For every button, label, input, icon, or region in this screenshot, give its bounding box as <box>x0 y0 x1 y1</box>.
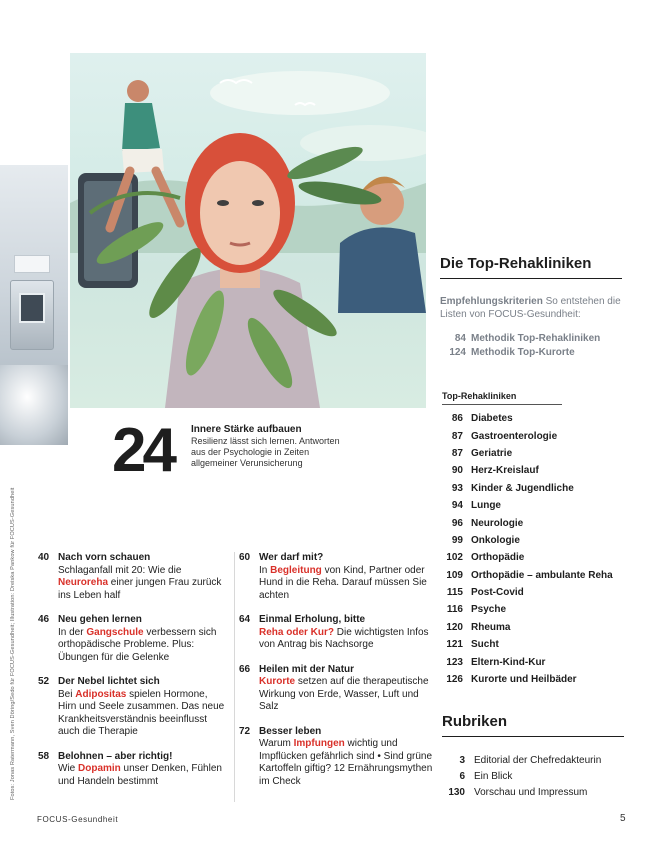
article-page: 46 <box>38 614 50 625</box>
clinic-page: 90 <box>451 465 463 477</box>
article-body <box>259 614 434 652</box>
feature-text <box>191 424 351 469</box>
article-page: 58 <box>38 750 50 762</box>
article-teaser <box>58 763 228 788</box>
article-body <box>58 751 228 789</box>
method-label: Methodik Top-Rehakliniken <box>471 333 601 344</box>
clinic-page: 115 <box>446 587 463 599</box>
clinic-item[interactable] <box>440 671 620 688</box>
clinic-page: 120 <box>446 621 463 633</box>
clinic-label: Diabetes <box>471 413 513 425</box>
rubrik-page: 3 <box>459 754 465 766</box>
clinic-item[interactable] <box>440 445 620 462</box>
photo-floor <box>0 365 68 445</box>
article-page: 40 <box>38 552 50 563</box>
article-title: Heilen mit der Natur <box>259 663 355 675</box>
clinic-page: 87 <box>451 430 463 442</box>
woman-top <box>165 268 320 408</box>
article-title: Einmal Erholung, bitte <box>259 614 366 625</box>
clinic-item[interactable] <box>440 601 620 618</box>
article-column-right <box>234 552 434 802</box>
article-title: Nach vorn schauen <box>58 552 151 563</box>
article-teaser <box>259 565 434 603</box>
article-teaser-text: Die wichtigsten Infos von Antrag bis Nachsorge <box>259 626 429 650</box>
rubrik-item[interactable] <box>440 768 630 784</box>
article-keyword: Reha oder Kur? <box>259 626 335 638</box>
article-teaser <box>58 689 228 739</box>
rubrik-item[interactable] <box>440 752 630 768</box>
photo-sign <box>14 255 50 273</box>
clinic-item[interactable] <box>440 497 620 514</box>
article-teaser-text: einer jungen Frau zurück ins Leben half <box>58 577 222 601</box>
clinic-label: Gastroenterologie <box>471 430 558 442</box>
article-body <box>58 552 228 602</box>
article-item[interactable] <box>38 676 228 739</box>
article-body <box>259 726 434 789</box>
clinic-item[interactable] <box>440 514 620 531</box>
clinic-item[interactable] <box>440 480 620 497</box>
article-teaser-text: Warum <box>259 738 294 749</box>
runner-head <box>127 80 149 102</box>
clinic-label: Orthopädie – ambulante Reha <box>471 569 613 581</box>
article-teaser <box>259 738 434 788</box>
clinic-page: 116 <box>446 604 463 616</box>
article-keyword: Kurorte <box>259 676 296 687</box>
article-keyword: Begleitung <box>270 564 322 576</box>
rubrik-label: Editorial der Chefredakteurin <box>474 754 602 766</box>
clinic-page: 109 <box>446 569 463 581</box>
article-title: Neu gehen lernen <box>58 614 142 625</box>
article-body <box>58 676 228 739</box>
clinic-item[interactable] <box>440 619 620 636</box>
clinic-page: 99 <box>451 534 463 546</box>
article-title: Wer darf mit? <box>259 552 324 563</box>
photo-credits: Fotos: Jonas Ratermann, Sven Döring/Sedo für FOCUS-Gesundheit; Illustration: Dreiska Pankow für FOCUS-Gesundheit <box>10 487 16 800</box>
rubrik-page: 6 <box>459 770 465 782</box>
method-page: 124 <box>449 347 466 358</box>
article-title: Besser leben <box>259 725 322 737</box>
clinic-list <box>440 410 620 688</box>
hero-illustration-svg <box>70 53 426 408</box>
article-column-left <box>38 552 228 800</box>
feature-page-number: 24 <box>112 416 173 485</box>
article-teaser-text: spielen Hormone, Hirn und Seele zusammen. Das neue Krankheitsverständnis beeinflusst auch die Therapie <box>58 688 225 737</box>
article-keyword: Gangschule <box>86 626 144 638</box>
clinic-label: Orthopädie <box>471 552 525 564</box>
method-list <box>440 332 630 360</box>
article-item[interactable] <box>239 726 434 789</box>
woman-face <box>200 161 280 265</box>
article-teaser <box>58 565 228 603</box>
clinic-item[interactable] <box>440 567 620 584</box>
article-teaser <box>259 676 434 714</box>
footer-publication: FOCUS-Gesundheit <box>37 815 119 824</box>
article-item[interactable] <box>239 614 434 652</box>
article-teaser-text: Wie <box>58 763 78 774</box>
rubrik-label: Vorschau und Impressum <box>474 786 588 798</box>
clinic-page: 123 <box>446 656 463 668</box>
criteria-description: So entstehen die Listen von FOCUS-Gesundheit: <box>440 296 621 320</box>
article-teaser-text: setzen auf die therapeutische Wirkung von Erde, Wasser, Luft und Salz <box>259 676 429 712</box>
rubrik-page: 130 <box>448 786 465 798</box>
clinic-label: Post-Covid <box>471 587 524 599</box>
hero-illustration <box>70 53 426 408</box>
clinic-label: Onkologie <box>471 534 520 546</box>
article-title: Der Nebel lichtet sich <box>58 676 160 687</box>
article-item[interactable] <box>239 552 434 602</box>
clinic-label: Lunge <box>471 500 501 512</box>
clinic-label: Kurorte und Heilbäder <box>471 674 577 686</box>
clinic-item[interactable] <box>440 653 620 670</box>
clinic-label: Kinder & Jugendliche <box>471 482 574 494</box>
article-page: 72 <box>239 725 251 737</box>
article-body <box>259 664 434 714</box>
clinic-item[interactable] <box>440 462 620 479</box>
method-item[interactable] <box>440 332 630 346</box>
footer-page-number: 5 <box>620 813 626 824</box>
clinic-label: Psyche <box>471 604 507 616</box>
clinic-item[interactable] <box>440 636 620 653</box>
article-teaser-text: verbessern sich orthopädische Probleme. Plus: Übungen für die Gelenke <box>58 626 217 663</box>
woman-eye <box>252 200 264 206</box>
woman-eye <box>217 200 229 206</box>
article-teaser-text: von Kind, Partner oder Hund in die Reha. Darauf müssen Sie achten <box>259 564 427 601</box>
clinic-page: 121 <box>446 639 463 651</box>
clinic-label: Herz-Kreislauf <box>471 465 539 477</box>
criteria-text <box>440 295 630 321</box>
clinic-item[interactable] <box>440 427 620 444</box>
article-keyword: Neuroreha <box>58 577 109 588</box>
article-teaser-text: wichtig und Impflücken gefährlich sind • Sind grüne Kartoffeln giftig? 12 Ernährungsmythen im Check <box>259 738 433 787</box>
clinic-label: Sucht <box>471 639 499 651</box>
feature-title[interactable]: Innere Stärke aufbauen <box>191 424 302 435</box>
clinic-page: 86 <box>451 413 463 425</box>
rubrik-label: Ein Blick <box>474 770 513 782</box>
clinic-item[interactable] <box>440 410 620 427</box>
article-item[interactable] <box>38 614 228 664</box>
article-teaser-text: Bei <box>58 688 76 700</box>
cloud <box>210 71 390 115</box>
method-page: 84 <box>454 333 466 344</box>
article-teaser <box>259 627 434 652</box>
clinic-page: 102 <box>446 552 463 564</box>
photo-machine <box>10 280 54 350</box>
clinic-label: Neurologie <box>471 517 524 529</box>
clinic-page: 87 <box>451 447 463 459</box>
cloud <box>300 125 426 161</box>
rubrik-item[interactable] <box>440 784 630 800</box>
article-teaser-text: In der <box>58 626 87 638</box>
criteria-label: Empfehlungskriterien <box>440 296 543 307</box>
article-title: Belohnen – aber richtig! <box>58 750 173 762</box>
person-shirt <box>338 227 426 313</box>
article-teaser <box>58 627 228 665</box>
article-keyword: Impfungen <box>293 738 345 749</box>
clinic-page: 94 <box>451 500 463 512</box>
article-keyword: Dopamin <box>78 763 121 774</box>
runner-shirt <box>122 103 160 151</box>
feature-description: Resilienz lässt sich lernen. Antworten aus der Psychologie in Zeiten allgemeiner Verunsicherung <box>191 436 340 468</box>
clinic-page: 96 <box>451 517 463 529</box>
article-item[interactable] <box>239 664 434 714</box>
article-teaser-text: unser Denken, Fühlen und Handeln bestimmt <box>58 763 222 787</box>
article-page: 60 <box>239 552 251 563</box>
clinic-label: Geriatrie <box>471 447 513 459</box>
article-item[interactable] <box>38 751 228 789</box>
top-rehakliniken-section <box>440 255 630 360</box>
photo-machine-screen <box>19 293 45 323</box>
article-teaser-text: Schlaganfall mit 20: Wie die <box>58 564 182 576</box>
clinic-item[interactable] <box>440 584 620 601</box>
article-page: 66 <box>239 663 251 675</box>
clinic-item[interactable] <box>440 549 620 566</box>
article-body <box>259 552 434 602</box>
article-item[interactable] <box>38 552 228 602</box>
rubriken-list <box>440 752 630 800</box>
article-body <box>58 614 228 664</box>
article-page: 52 <box>38 676 50 687</box>
clinic-item[interactable] <box>440 532 620 549</box>
clinic-page: 126 <box>446 674 463 686</box>
method-label: Methodik Top-Kurorte <box>471 347 575 358</box>
method-item[interactable] <box>440 346 630 360</box>
clinic-page: 93 <box>451 482 463 494</box>
clinic-label: Rheuma <box>471 621 511 633</box>
left-photo <box>0 165 68 445</box>
article-keyword: Adipositas <box>75 688 127 700</box>
clinic-label: Eltern-Kind-Kur <box>471 656 546 668</box>
article-page: 64 <box>239 614 251 625</box>
article-teaser-text: In <box>259 564 271 576</box>
rubriken-title: Rubriken <box>442 713 624 737</box>
clinic-list-title: Top-Rehakliniken <box>442 391 562 405</box>
section-title: Die Top-Rehakliniken <box>440 255 622 279</box>
